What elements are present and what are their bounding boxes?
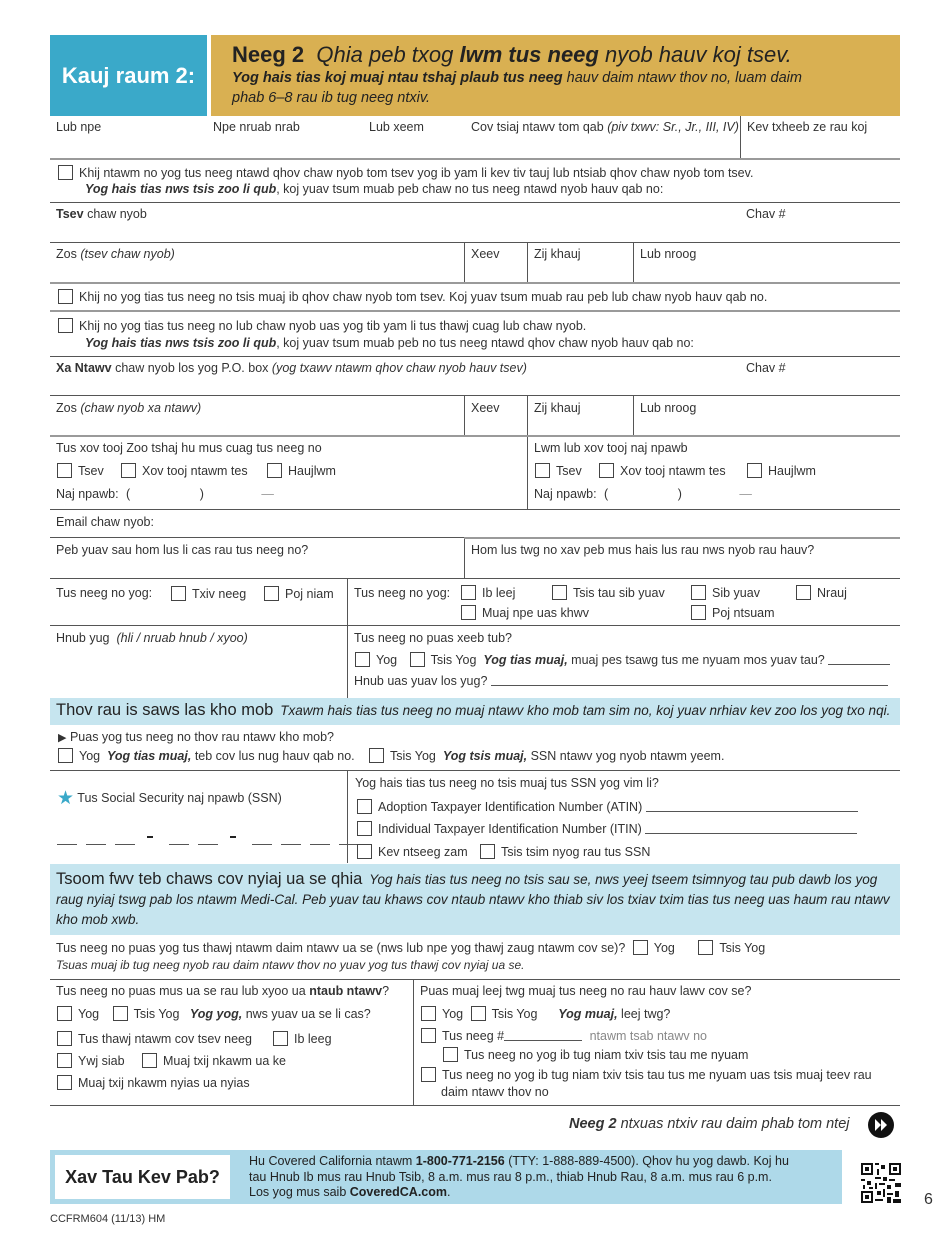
- checkbox[interactable]: [57, 463, 72, 478]
- home-city-field[interactable]: Zos (tsev chaw nyob): [56, 247, 175, 261]
- tax-filer-yes-checkbox[interactable]: [633, 940, 648, 955]
- best-phone-cell-checkbox[interactable]: Xov tooj ntawm tes: [121, 463, 248, 478]
- help-phone[interactable]: 1-800-771-2156: [415, 1154, 505, 1168]
- due-date-input[interactable]: [491, 685, 888, 686]
- sex-female-checkbox[interactable]: Poj niam: [264, 586, 334, 601]
- mail-state-field[interactable]: Xeev: [471, 401, 500, 415]
- status-married-checkbox[interactable]: Sib yuav: [691, 585, 760, 600]
- dependent-no-checkbox[interactable]: [471, 1006, 486, 1021]
- help-text: Hu Covered California ntawm 1-800-771-2156 (TTY: 1-888-889-4500). Qhov hu yog dawb. Koj hu tau Hnub Ib mus rau Hnub Tsib, 8 a.m. mus rau 8 p.m., thiab Hnub Rau, 8 a.m. mus rau 6 p.m. Los yog mus saib CoveredCA.com.: [249, 1154, 789, 1199]
- ssn-input[interactable]: [57, 834, 368, 848]
- dependent-child2-line2: daim ntawv thov no: [441, 1085, 549, 1099]
- checkbox[interactable]: [57, 1075, 72, 1090]
- mail-street-field[interactable]: Xa Ntawv chaw nyob los yog P.O. box (yog txawv ntawm qhov chaw nyob hauv tsev): [56, 361, 527, 375]
- home-apt-field[interactable]: Chav #: [746, 207, 786, 221]
- dependent-question: Puas muaj leej twg muaj tus neeg no rau hauv lawv cov se?: [420, 984, 752, 998]
- mail-city-field[interactable]: Zos (chaw nyob xa ntawv): [56, 401, 202, 415]
- help-title: Xav Tau Kev Pab?: [65, 1166, 220, 1187]
- tax-banner: Tsoom fwv teb chaws cov nyiaj ua se qhia Yog hais tias tus neeg no tsis sau se, nws yeej tseem tsimnyog tau pub dawb los yog raug nyiaj tswg pab los ntawm Medi-Cal. Peb yuav tau khaws cov ntaub ntawv kho thiab siv los txiav txim tias tus neeg uas haum rau ntawv kho mob xwb.: [50, 864, 900, 935]
- atin-checkbox[interactable]: Adoption Taxpayer Identification Number (ATIN): [357, 799, 858, 814]
- suffix-field[interactable]: Cov tsiaj ntawv tom qab (piv txwv: Sr., Jr., III, IV): [471, 120, 739, 134]
- page-title: Neeg 2 Qhia peb txog lwm tus neeg nyob hauv koj tsev.: [232, 42, 792, 67]
- mail-address-note: Yog hais tias nws tsis zoo li qub, koj yuav tsum muab peb no tus neeg ntawd qhov chaw nyob hauv qab no:: [85, 336, 694, 350]
- checkbox[interactable]: [369, 748, 384, 763]
- best-phone-number-field[interactable]: Naj npawb: ( ) —: [56, 487, 274, 501]
- apply-no-checkbox[interactable]: Tsis Yog Yog tsis muaj, SSN ntawv yog nyob ntawm yeem.: [369, 748, 724, 763]
- help-title-box: [55, 1155, 230, 1199]
- dependent-row: Yog Tsis Yog Yog muaj, leej twg?: [421, 1006, 670, 1021]
- no-home-address-checkbox[interactable]: Khij no yog tias tus neeg no tsis muaj ib qhov chaw nyob tom tsev. Koj yuav tsum muab rau peb lub chaw nyob hauv qab no.: [58, 289, 767, 304]
- mail-apt-field[interactable]: Chav #: [746, 361, 786, 375]
- home-address-note: Yog hais tias nws tsis zoo li qub, koj yuav tsum muab peb chaw no tus neeg ntawd nyob hauv qab no:: [85, 182, 664, 196]
- tax-filer-question: Tus neeg no puas yog tus thawj ntawm daim ntawv ua se (nws lub npe yog thawj zaug ntawm cov se)? Yog Tsis Yog: [56, 941, 766, 955]
- checkbox[interactable]: [421, 1067, 436, 1082]
- pregnant-no-checkbox[interactable]: [410, 652, 425, 667]
- checkbox[interactable]: [480, 844, 495, 859]
- section-box: [50, 35, 207, 116]
- qr-code-icon: [861, 1163, 901, 1203]
- relationship-field[interactable]: Kev txheeb ze rau koj: [747, 120, 868, 134]
- star-icon: ★: [57, 788, 75, 809]
- pregnant-row: Yog Tsis Yog Yog tias muaj, muaj pes tsawg tus me nyuam mos yuav tau?: [355, 652, 890, 667]
- other-phone-work-checkbox[interactable]: Haujlwm: [747, 463, 816, 478]
- due-date-field[interactable]: Hnub uas yuav los yug?: [354, 674, 888, 688]
- same-mail-address-checkbox[interactable]: Khij no yog tias tus neeg no lub chaw nyob uas yog tib yam li tus thawj cuag lub chaw nyob.: [58, 318, 586, 333]
- other-phone-number-field[interactable]: Naj npawb: ( ) —: [534, 487, 752, 501]
- checkbox[interactable]: [171, 586, 186, 601]
- file-qw-checkbox[interactable]: Muaj txij nkawm nyias ua nyias: [57, 1075, 250, 1090]
- checkbox[interactable]: [267, 463, 282, 478]
- best-phone-work-checkbox[interactable]: Haujlwm: [267, 463, 336, 478]
- no-ssn-question: Yog hais tias tus neeg no tsis muaj tus SSN yog vim li?: [355, 776, 659, 790]
- next-page-icon[interactable]: [867, 1111, 895, 1139]
- checkbox[interactable]: [357, 821, 372, 836]
- checkbox[interactable]: [57, 1053, 72, 1068]
- dependent-child2-checkbox[interactable]: Tus neeg no yog ib tug niam txiv tsis tau tus me nyuam uas tsis muaj teev rau: [421, 1067, 872, 1082]
- written-language-field[interactable]: Hom lus twg no xav peb mus hais lus rau nws nyob rau hauv?: [471, 543, 815, 557]
- mail-county-field[interactable]: Lub nroog: [640, 401, 697, 415]
- page-number: 6: [924, 1191, 933, 1208]
- best-phone-label: Tus xov tooj Zoo tshaj hu mus cuag tus neeg no: [56, 441, 322, 455]
- checkbox[interactable]: [691, 605, 706, 620]
- file-next-year-row: Yog Tsis Yog Yog yog, nws yuav ua se li cas?: [57, 1006, 371, 1021]
- checkbox[interactable]: [58, 318, 73, 333]
- file-no-checkbox[interactable]: [113, 1006, 128, 1021]
- last-name-field[interactable]: Lub xeem: [369, 120, 424, 134]
- sex-label: Tus neeg no yog:: [56, 586, 153, 600]
- checkbox[interactable]: [421, 1028, 436, 1043]
- checkbox[interactable]: [599, 463, 614, 478]
- atin-input[interactable]: [646, 811, 858, 812]
- home-zip-field[interactable]: Zij khauj: [534, 247, 581, 261]
- file-joint-checkbox[interactable]: Tus thawj ntawm cov tsev neeg: [57, 1031, 252, 1046]
- email-field[interactable]: Email chaw nyob:: [56, 515, 154, 529]
- status-widowed-checkbox[interactable]: Poj ntsuam: [691, 605, 775, 620]
- checkbox[interactable]: [552, 585, 567, 600]
- checkbox[interactable]: [121, 463, 136, 478]
- spoken-language-field[interactable]: Peb yuav sau hom lus li cas rau tus neeg no?: [56, 543, 309, 557]
- first-name-field[interactable]: Lub npe: [56, 120, 102, 134]
- dob-field[interactable]: Hnub yug (hli / nruab hnub / xyoo): [56, 631, 248, 645]
- pregnant-question: Tus neeg no puas xeeb tub?: [354, 631, 512, 645]
- section-label: Kauj raum 2:: [61, 62, 196, 88]
- dependent-person-checkbox[interactable]: Tus neeg # ntawm tsab ntawv no: [421, 1028, 707, 1043]
- form-id: CCFRM604 (11/13) HM: [50, 1213, 166, 1225]
- mail-zip-field[interactable]: Zij khauj: [534, 401, 581, 415]
- home-county-field[interactable]: Lub nroog: [640, 247, 697, 261]
- other-phone-home-checkbox[interactable]: Tsev: [535, 463, 582, 478]
- checkbox[interactable]: [357, 799, 372, 814]
- other-phone-cell-checkbox[interactable]: Xov tooj ntawm tes: [599, 463, 726, 478]
- home-street-field[interactable]: Tsev chaw nyob: [56, 207, 147, 221]
- person-number-input[interactable]: [504, 1040, 582, 1041]
- dependent-child-checkbox[interactable]: Tus neeg no yog ib tug niam txiv tsis tau me nyuam: [443, 1047, 748, 1062]
- file-next-year-question: Tus neeg no puas mus ua se rau lub xyoo ua ntaub ntawv?: [56, 984, 390, 998]
- religious-exempt-checkbox[interactable]: Kev ntseeg zam: [357, 844, 468, 859]
- dependent-yes-checkbox[interactable]: [421, 1006, 436, 1021]
- checkbox[interactable]: [796, 585, 811, 600]
- file-married-sep-checkbox[interactable]: Ywj siab: [57, 1053, 125, 1068]
- checkbox[interactable]: [691, 585, 706, 600]
- page-subtitle-2: phab 6–8 rau ib tug neeg ntxiv.: [232, 90, 431, 106]
- checkbox[interactable]: [747, 463, 762, 478]
- checkbox[interactable]: [357, 844, 372, 859]
- checkbox[interactable]: [461, 585, 476, 600]
- ssn-label: ★ Tus Social Security naj npawb (SSN): [57, 788, 282, 809]
- itin-checkbox[interactable]: Individual Taxpayer Identification Number (ITIN): [357, 821, 857, 836]
- checkbox[interactable]: [443, 1047, 458, 1062]
- file-yes-checkbox[interactable]: [57, 1006, 72, 1021]
- checkbox[interactable]: [535, 463, 550, 478]
- checkbox[interactable]: [58, 165, 73, 180]
- checkbox[interactable]: [57, 1031, 72, 1046]
- coverage-banner: Thov rau is saws las kho mob Txawm hais tias tus neeg no muaj ntawv kho mob tam sim no, koj yuav nrhiav kev zoo los yog txo nqi.: [50, 698, 900, 725]
- middle-name-field[interactable]: Npe nruab nrab: [213, 120, 300, 134]
- same-home-address-checkbox[interactable]: Khij ntawm no yog tus neeg ntawd qhov chaw nyob tom tsev yog ib yam li kev tiv tauj lub ntsiab qhov chaw nyob tom tsev.: [58, 165, 753, 180]
- tax-filer-no-checkbox[interactable]: [698, 940, 713, 955]
- page-subtitle: Yog hais tias koj muaj ntau tshaj plaub tus neeg hauv daim ntawv thov no, luam daim: [232, 70, 802, 86]
- help-website-link[interactable]: CoveredCA.com: [349, 1185, 447, 1199]
- status-separated-checkbox[interactable]: Nrauj: [796, 585, 847, 600]
- pregnant-yes-checkbox[interactable]: [355, 652, 370, 667]
- sex-male-checkbox[interactable]: Txiv neeg: [171, 586, 246, 601]
- ssn-not-eligible-checkbox[interactable]: Tsis tsim nyog rau tus SSN: [480, 844, 650, 859]
- checkbox[interactable]: [461, 605, 476, 620]
- status-single-checkbox[interactable]: Ib leej: [461, 585, 515, 600]
- checkbox[interactable]: [264, 586, 279, 601]
- apply-question: ▶ Puas yog tus neeg no thov rau ntawv kho mob?: [58, 730, 335, 744]
- status-label: Tus neeg no yog:: [354, 586, 451, 600]
- tax-filer-note: Tsuas muaj ib tug neeg nyob rau daim ntawv thov no yuav yog tus thawj cov nyiaj ua se.: [56, 958, 525, 972]
- checkbox[interactable]: [142, 1053, 157, 1068]
- apply-yes-checkbox[interactable]: Yog Yog tias muaj, teb cov lus nug hauv qab no.: [58, 748, 355, 763]
- home-state-field[interactable]: Xeev: [471, 247, 500, 261]
- checkbox[interactable]: [58, 289, 73, 304]
- status-divorced-checkbox[interactable]: Tsis tau sib yuav: [552, 585, 665, 600]
- baby-count-input[interactable]: [828, 664, 890, 665]
- continue-note: Neeg 2 ntxuas ntxiv rau daim phab tom ntej: [569, 1116, 850, 1132]
- other-phone-label: Lwm lub xov tooj naj npawb: [534, 441, 688, 455]
- header-banner: [211, 35, 900, 116]
- best-phone-home-checkbox[interactable]: Tsev: [57, 463, 104, 478]
- file-hoh-checkbox[interactable]: Muaj txij nkawm ua ke: [142, 1053, 286, 1068]
- checkbox[interactable]: [58, 748, 73, 763]
- file-single-checkbox[interactable]: Ib leeg: [273, 1031, 332, 1046]
- checkbox[interactable]: [273, 1031, 288, 1046]
- itin-input[interactable]: [645, 833, 857, 834]
- status-domestic-checkbox[interactable]: Muaj npe uas khwv: [461, 605, 589, 620]
